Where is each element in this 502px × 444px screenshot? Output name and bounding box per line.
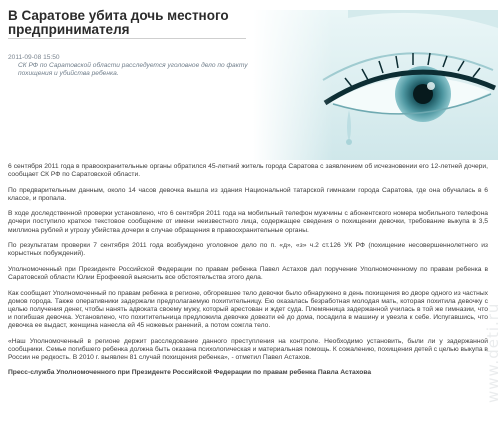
article-paragraph: 6 сентября 2011 года в правоохранительные органы обратился 45-летний житель города Саратова с заявлением об исчезновении его 12-летней дочери, сообщает СК РФ по Саратовской области. — [8, 163, 488, 179]
article-paragraph: По результатам проверки 7 сентября 2011 года возбуждено уголовное дело по п. «д», «з» ч.2 ст.126 УК РФ (похищение несовершеннолетнего из корыстных побуждений). — [8, 242, 488, 258]
site-watermark: www.deti.ru — [484, 302, 502, 404]
article-paragraph: Как сообщает Уполномоченный по правам ребенка в регионе, обгоревшее тело девочки было обнаружено в день похищения во дворе одного из частных домов города. Также оперативники задержали предполагаемую похитительницу. Ею оказалась безработная молодая мать, которая похитила девочку с целью получения денег, чтобы нанять адвоката своему мужу, который арестован и ждет суда. Племянница задержанной училась в той же гимназии, что и погибшая девочка. Установлено, что похитительница предложила девочке довезти её до дома, посадила в машину и увезла к себе. Испугавшись, что девочка ее выдаст, женщина нанесла ей 45 ножевых ранений, а потом сожгла тело. — [8, 289, 488, 329]
article-signature: Пресс-служба Уполномоченного при Президенте Российской Федерации по правам ребенка Павла Астахова — [8, 369, 372, 377]
article-paragraph: «Наш Уполномоченный в регионе держит расследование данного преступления на контроле. Необходимо установить, были ли у задержанной сообщники. Семье погибшего ребенка должна быть оказана психологическая и материальная помощь. К сожалению, похищения детей с целью выкупа в России не редкость. В 2010 г. выявлен 81 случай похищения ребенка», - отметил Павел Астахов. — [8, 337, 488, 361]
article-paragraph: По предварительным данным, около 14 часов девочка вышла из здания Национальной татарской гимназии города Саратова, где она обучалась в 6 классе, и пропала. — [8, 186, 488, 202]
article-body — [8, 163, 488, 385]
eye-photo — [253, 10, 498, 160]
article-meta — [8, 54, 248, 78]
article-paragraph: В ходе доследственной проверки установлено, что 6 сентября 2011 года на мобильный телефон мужчины с абонентского номера мобильного телефона дочери поступило краткое текстовое сообщение от имени неизвестного лица, содержащее сведения о похищении девочки, требование выкупа в 3,5 миллиона рублей и угрозу убийства дочери в случае обращения в правоохранительные органы. — [8, 210, 488, 234]
article-title: В Саратове убита дочь местного предпринимателя — [8, 8, 229, 37]
article-lead: СК РФ по Саратовской области расследуется уголовное дело по факту похищения и убийства ребенка. — [18, 62, 248, 77]
eye-illustration — [253, 10, 498, 160]
article-date: 2011-09-08 15:50 — [8, 54, 60, 61]
article-paragraph: Уполномоченный при Президенте Российской Федерации по правам ребенка Павел Астахов дал поручение Уполномоченному по правам ребенка в Саратовской области Юлии Ерофеевой выяснить все обстоятельства этого дела. — [8, 265, 488, 281]
title-divider — [8, 38, 246, 39]
